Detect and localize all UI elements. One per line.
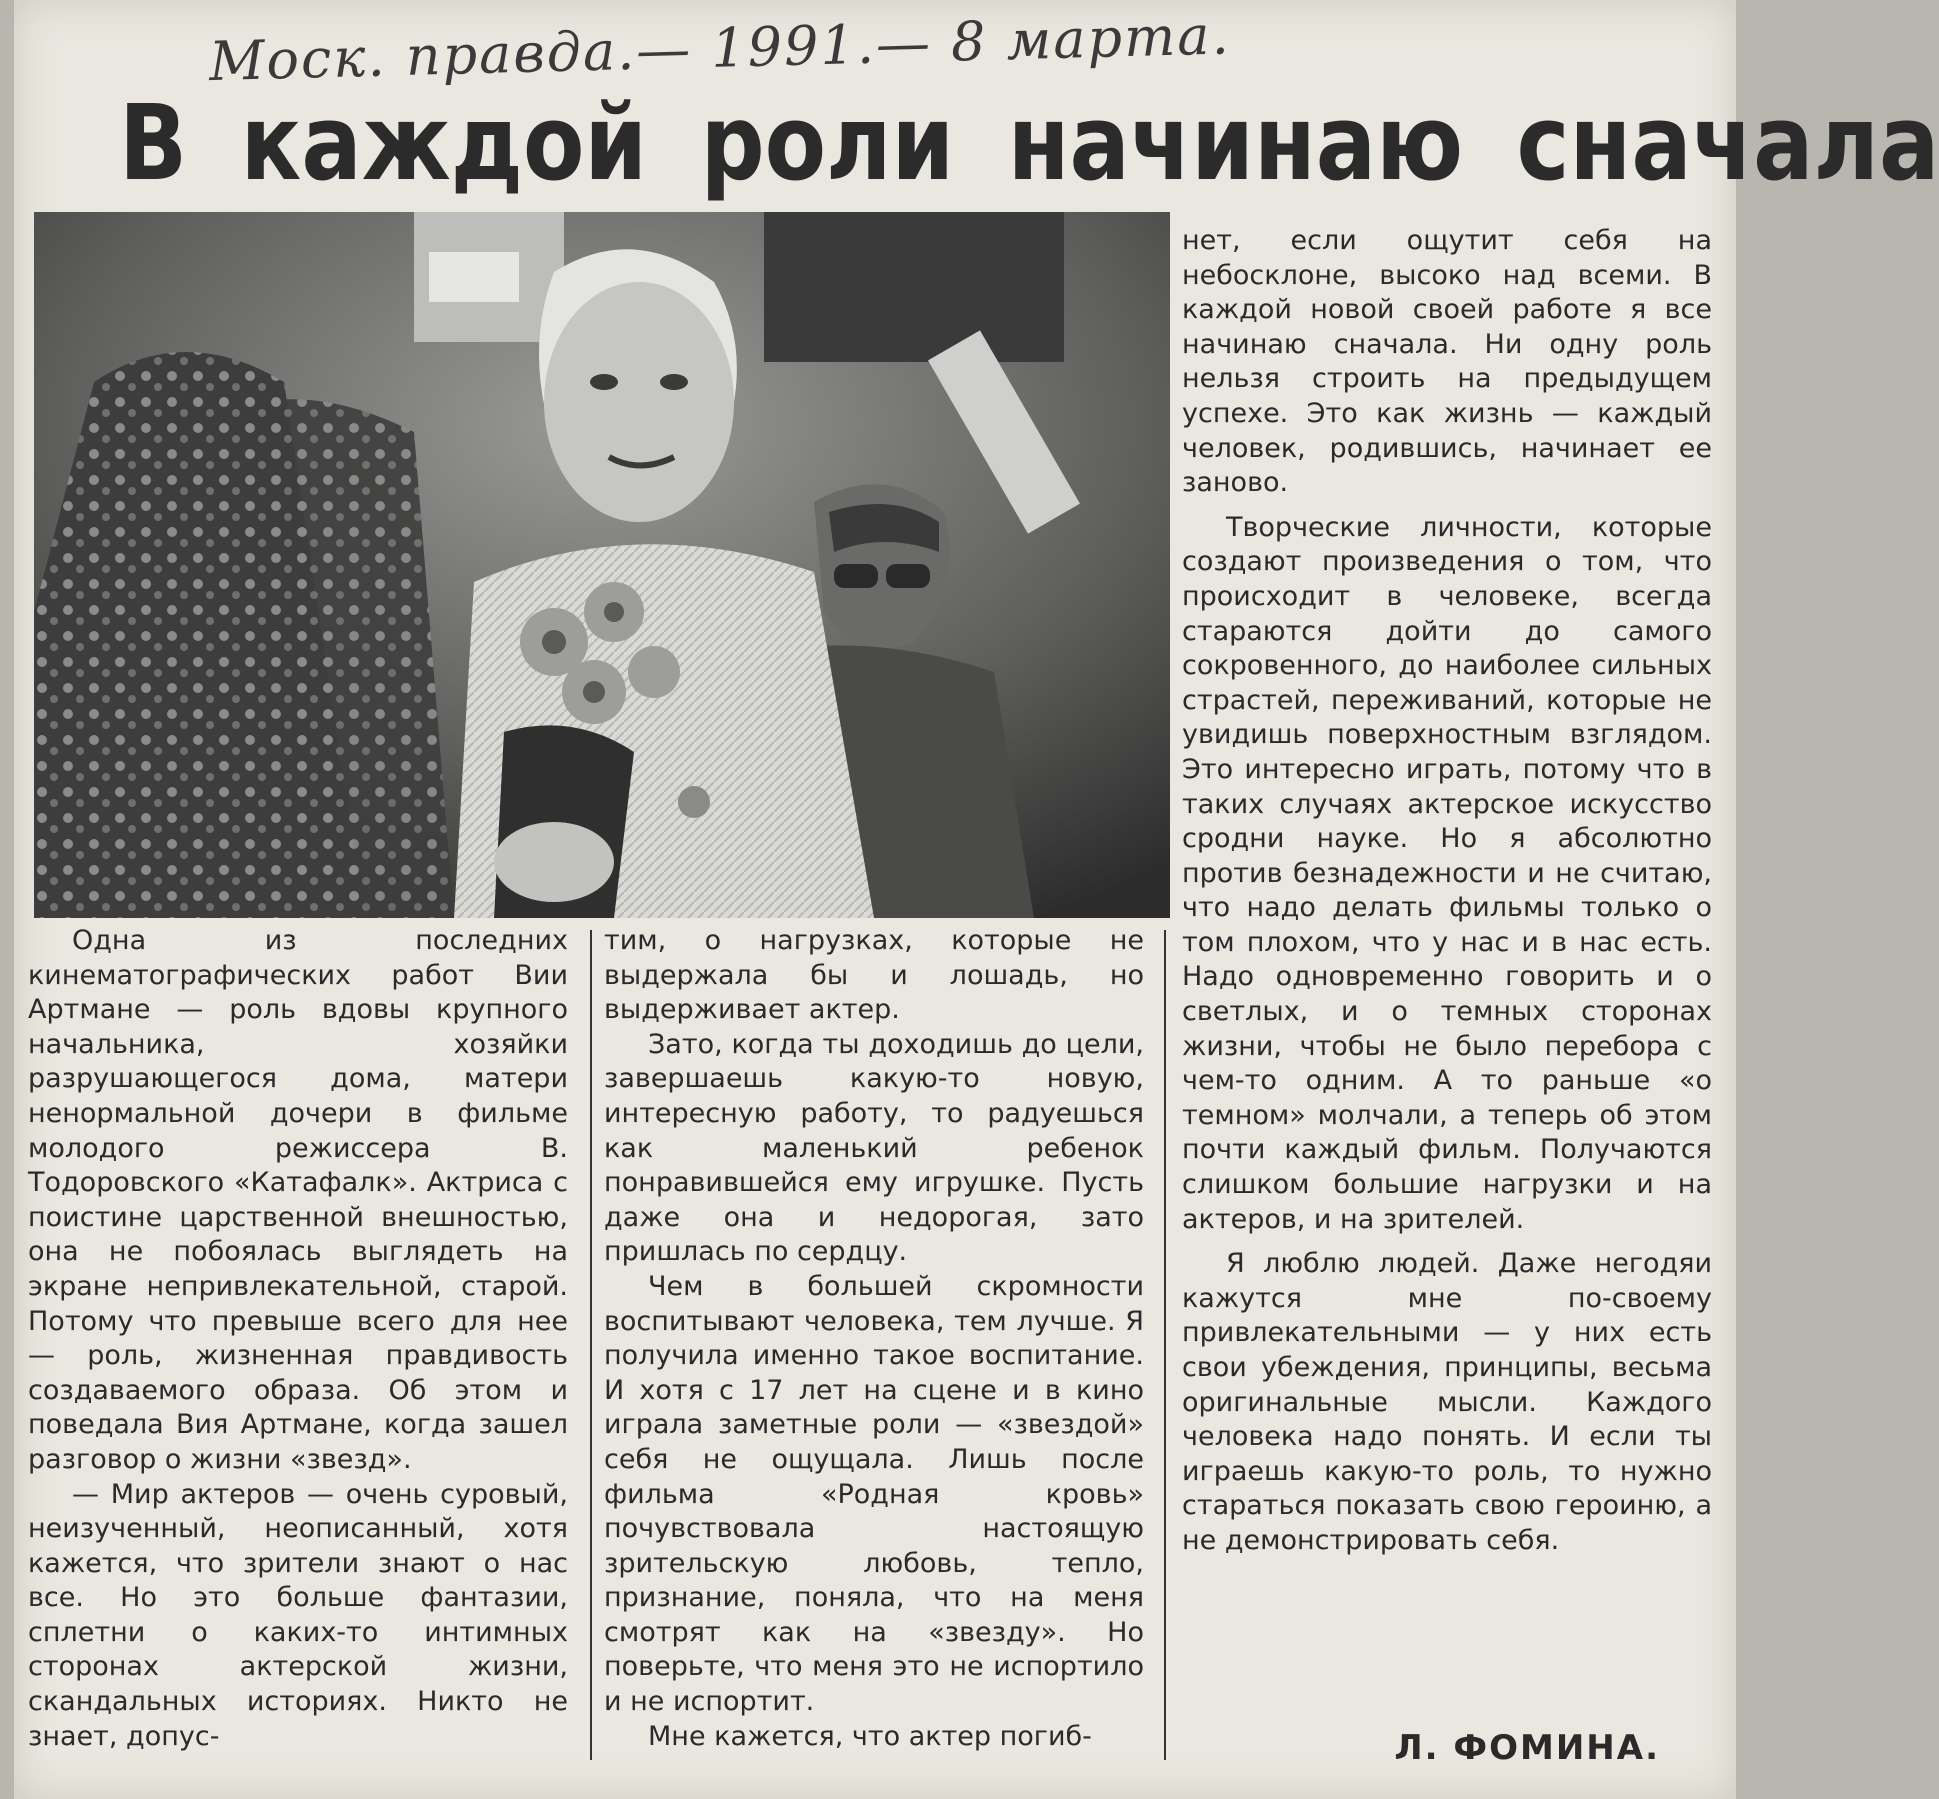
- column-rule-1: [590, 930, 592, 1760]
- paragraph: тим, о нагрузках, которые не выдержала бы и лошадь, но выдерживает актер.: [604, 925, 1144, 1026]
- paragraph: Творческие личности, которые создают произведения о том, что происходит в человеке, всегда стараются дойти до самого сокровенного, до наиболее сильных страстей, переживаний, которые не увидишь поверхностным взглядом. Это интересно играть, потому что в таких случаях актерское искусство сродни науке. Но я абсолютно против безнадежности и не считаю, что надо делать фильмы только о том плохом, что у нас и в нас есть. Надо одновременно говорить и о светлых, и о темных сторонах жизни, чтобы не было перебора с чем-то одним. А то раньше «о темном» молчали, а теперь об этом почти каждый фильм. Получаются слишком большие нагрузки и на актеров, и на зрителей.: [1182, 511, 1712, 1235]
- paragraph: нет, если ощутит себя на небосклоне, высоко над всеми. В каждой новой своей работе я все начинаю сначала. Ни одну роль нельзя строить на предыдущем успехе. Это как жизнь — каждый человек, родившись, начинает ее заново.: [1182, 225, 1712, 499]
- paragraph: Одна из последних кинематографических работ Вии Артмане — роль вдовы крупного начальника, хозяйки разрушающегося дома, матери ненормальной дочери в фильме молодого режиссера В. Тодоровского «Катафалк». Актриса с поистине царственной внешностью, она не побоялась выглядеть на экране непривлекательной, старой. Потому что превыше всего для нее — роль, жизненная правдивость создаваемого образа. Об этом и поведала Вия Артмане, когда зашел разговор о жизни «звезд».: [28, 925, 568, 1475]
- author-byline: Л. ФОМИНА.: [1394, 1728, 1660, 1768]
- article-column-2: [604, 924, 1144, 1784]
- paragraph: — Мир актеров — очень суровый, неизученный, неописанный, хотя кажется, что зрители знают о нас все. Но это больше фантазии, сплетни о каких-то интимных сторонах актерской жизни, скандальных историях. Никто не знает, допус-: [28, 1478, 568, 1752]
- paragraph: Мне кажется, что актер погиб-: [648, 1720, 1092, 1752]
- handwritten-source-note: Моск. правда.— 1991.— 8 марта.: [208, 3, 1232, 94]
- newspaper-clipping: [14, 0, 1939, 1799]
- photo-actress-with-flowers-icon: [34, 212, 1170, 918]
- article-column-1: [28, 924, 568, 1764]
- article-headline: В каждой роли начинаю сначала: [119, 82, 1939, 204]
- column-rule-2: [1164, 930, 1166, 1760]
- paragraph: Зато, когда ты доходишь до цели, завершаешь какую-то новую, интересную работу, то радуешься как маленький ребенок понравившейся ему игрушке. Пусть даже она и недорогая, зато пришлась по сердцу.: [604, 1028, 1144, 1268]
- article-photo: [34, 212, 1170, 918]
- article-column-3: [1182, 224, 1712, 1704]
- paragraph: Чем в большей скромности воспитывают человека, тем лучше. Я получила именно такое воспитание. И хотя с 17 лет на сцене и в кино играла заметные роли — «звездой» себя не ощущала. Лишь после фильма «Родная кровь» почувствовала настоящую зрительскую любовь, тепло, признание, поняла, что на меня смотрят как на «звезду». Но поверьте, что меня это не испортило и не испортит.: [604, 1270, 1144, 1718]
- paragraph: Я люблю людей. Даже негодяи кажутся мне по-своему привлекательными — у них есть свои убеждения, принципы, весьма оригинальные мысли. Каждого человека надо понять. И если ты играешь какую-то роль, то нужно стараться показать свою героиню, а не демонстрировать себя.: [1182, 1248, 1712, 1556]
